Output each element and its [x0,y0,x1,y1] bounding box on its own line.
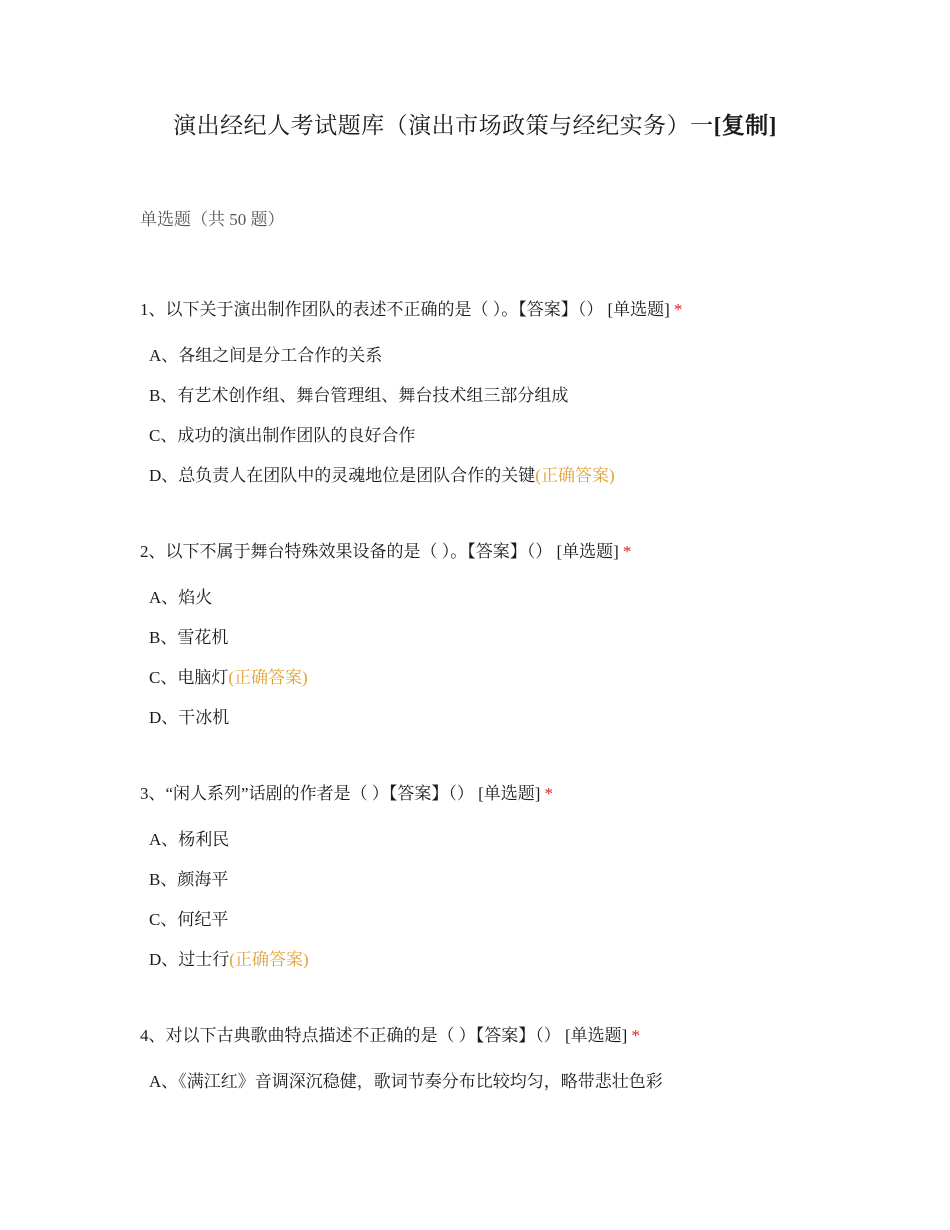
option-d[interactable] [149,464,840,488]
question-stem [140,540,840,564]
page-title-copy-tag: [复制] [713,113,777,138]
question-stem [140,782,840,806]
option-list [140,586,840,730]
option-text: B、颜海平 [149,870,229,889]
question-stem-text: 2、以下不属于舞台特殊效果设备的是（ ）。【答案】（） [单选题] [140,542,619,561]
required-asterisk: * [631,1026,640,1045]
option-b[interactable] [149,626,840,650]
option-text: C、成功的演出制作团队的良好合作 [149,426,416,445]
option-text: B、有艺术创作组、舞台管理组、舞台技术组三部分组成 [149,386,569,405]
option-text: C、何纪平 [149,910,229,929]
correct-answer-label: (正确答案) [535,466,615,485]
required-asterisk: * [673,300,683,319]
question-3 [140,782,840,988]
option-text: A、各组之间是分工合作的关系 [149,346,383,365]
question-stem-text: 4、对以下古典歌曲特点描述不正确的是（ ）【答案】（） [单选题] [140,1026,628,1045]
option-list [140,344,840,488]
option-c[interactable] [149,666,840,690]
option-a[interactable] [149,586,840,610]
option-list [140,828,840,972]
option-text: D、总负责人在团队中的灵魂地位是团队合作的关键 [149,466,536,485]
option-d[interactable] [149,706,840,730]
option-a[interactable] [149,828,840,852]
question-stem [140,1024,840,1048]
question-2 [140,540,840,746]
required-asterisk: * [544,784,553,803]
question-4 [140,1024,840,1110]
correct-answer-label: (正确答案) [228,668,308,687]
option-text: A、杨利民 [149,830,230,849]
question-stem-text: 1、以下关于演出制作团队的表述不正确的是（ ）。【答案】（） [单选题] [140,300,670,319]
question-stem-text: 3、“闲人系列”话剧的作者是（ ）【答案】（） [单选题] [140,784,541,803]
correct-answer-label: (正确答案) [229,950,309,969]
option-b[interactable] [149,384,840,408]
option-c[interactable] [149,908,840,932]
option-a[interactable] [149,1070,840,1094]
required-asterisk: * [622,542,632,561]
option-text: A、焰火 [149,588,213,607]
option-text: D、过士行 [149,950,230,969]
option-text: B、雪花机 [149,628,229,647]
option-c[interactable] [149,424,840,448]
option-a[interactable] [149,344,840,368]
question-stem [140,298,840,322]
question-1 [140,298,840,504]
option-b[interactable] [149,868,840,892]
page-title [0,110,950,142]
option-text: C、电脑灯 [149,668,229,687]
page-title-main: 演出经纪人考试题库（演出市场政策与经纪实务）一 [173,113,714,138]
option-d[interactable] [149,948,840,972]
option-list [140,1070,840,1094]
option-text: A、《满江红》音调深沉稳健，歌词节奏分布比较均匀，略带悲壮色彩 [149,1072,663,1091]
option-text: D、干冰机 [149,708,230,727]
section-heading: 单选题（共 50 题） [140,210,285,229]
